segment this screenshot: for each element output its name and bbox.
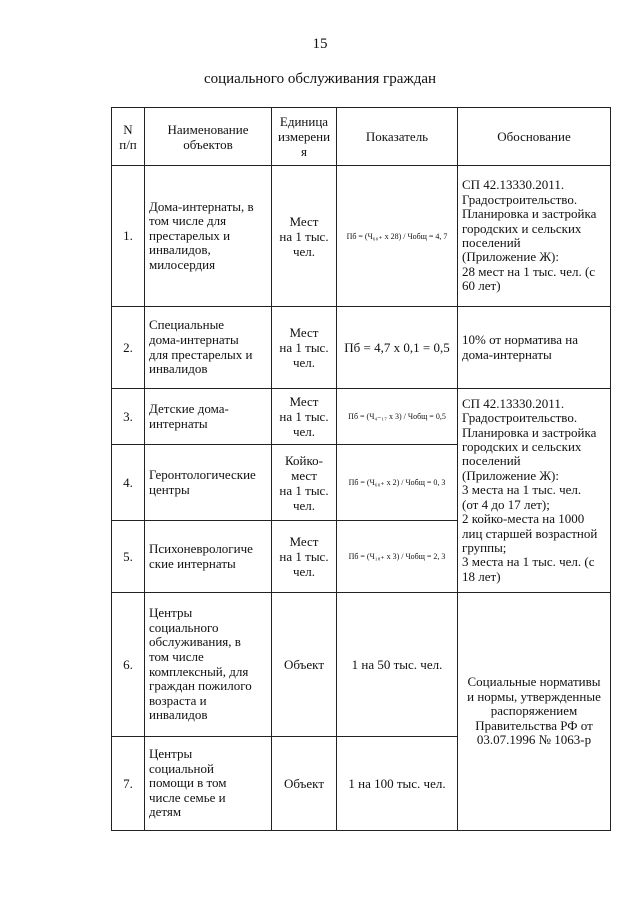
header-row [112, 108, 611, 166]
row-number: 5. [112, 521, 145, 593]
indicator-formula: Пб = (Ч₄₋₁₇ х 3) / Чобщ = 0,5 [337, 389, 458, 445]
row-number: 4. [112, 445, 145, 521]
social-facilities-table [111, 107, 611, 831]
indicator-formula: Пб = (Ч₁₈₊ х 3) / Чобщ = 2, 3 [337, 521, 458, 593]
unit: Объект [272, 737, 337, 831]
facility-name: Специальные дома-интернаты для престарелых и инвалидов [145, 307, 272, 389]
facility-name: Центры социального обслуживания, в том числе комплексный, для граждан пожилого возраста и инвалидов [145, 593, 272, 737]
facility-name: Дома-интернаты, в том числе для престарелых и инвалидов, милосердия [145, 166, 272, 307]
indicator-text: 1 на 100 тыс. чел. [337, 737, 458, 831]
basis-text: Социальные нормативы и нормы, утвержденные распоряжением Правительства РФ от 03.07.1996 № 1063-р [458, 593, 611, 831]
row-number: 1. [112, 166, 145, 307]
table-row [112, 593, 611, 737]
basis-text: СП 42.13330.2011. Градостроительство. Планировка и застройка городских и сельских поселений (Приложение Ж): 28 мест на 1 тыс. чел. (с 60 лет) [458, 166, 611, 307]
indicator-formula: Пб = (Ч₆₀₊ х 2) / Чобщ = 0, 3 [337, 445, 458, 521]
header-num: N п/п [112, 108, 145, 166]
header-basis: Обоснование [458, 108, 611, 166]
table-caption: социального обслуживания граждан [203, 71, 437, 87]
table-row [112, 307, 611, 389]
row-number: 7. [112, 737, 145, 831]
indicator-text: 1 на 50 тыс. чел. [337, 593, 458, 737]
indicator-formula: Пб = 4,7 х 0,1 = 0,5 [337, 307, 458, 389]
row-number: 3. [112, 389, 145, 445]
unit: Мест на 1 тыс. чел. [272, 389, 337, 445]
unit: Мест на 1 тыс. чел. [272, 307, 337, 389]
facility-name: Детские дома- интернаты [145, 389, 272, 445]
basis-text: 10% от норматива на дома-интернаты [458, 307, 611, 389]
row-number: 6. [112, 593, 145, 737]
unit: Койко- мест на 1 тыс. чел. [272, 445, 337, 521]
row-number: 2. [112, 307, 145, 389]
facility-name: Геронтологические центры [145, 445, 272, 521]
page-number: 15 [312, 36, 328, 52]
unit: Мест на 1 тыс. чел. [272, 166, 337, 307]
facility-name: Психоневрологиче ские интернаты [145, 521, 272, 593]
unit: Объект [272, 593, 337, 737]
basis-text: СП 42.13330.2011. Градостроительство. Планировка и застройка городских и сельских поселений (Приложение Ж): 3 места на 1 тыс. чел. (от 4 до 17 лет); 2 койко-места на 1000 лиц старшей возрастной группы; 3 места на 1 тыс. чел. (с 18 лет) [458, 389, 611, 593]
header-indicator: Показатель [337, 108, 458, 166]
indicator-formula: Пб = (Ч₆₀₊ х 28) / Чобщ = 4, 7 [337, 166, 458, 307]
facility-name: Центры социальной помощи в том числе семье и детям [145, 737, 272, 831]
unit: Мест на 1 тыс. чел. [272, 521, 337, 593]
table-row [112, 166, 611, 307]
header-name: Наименование объектов [145, 108, 272, 166]
header-unit: Единица измерени я [272, 108, 337, 166]
table-row [112, 389, 611, 445]
